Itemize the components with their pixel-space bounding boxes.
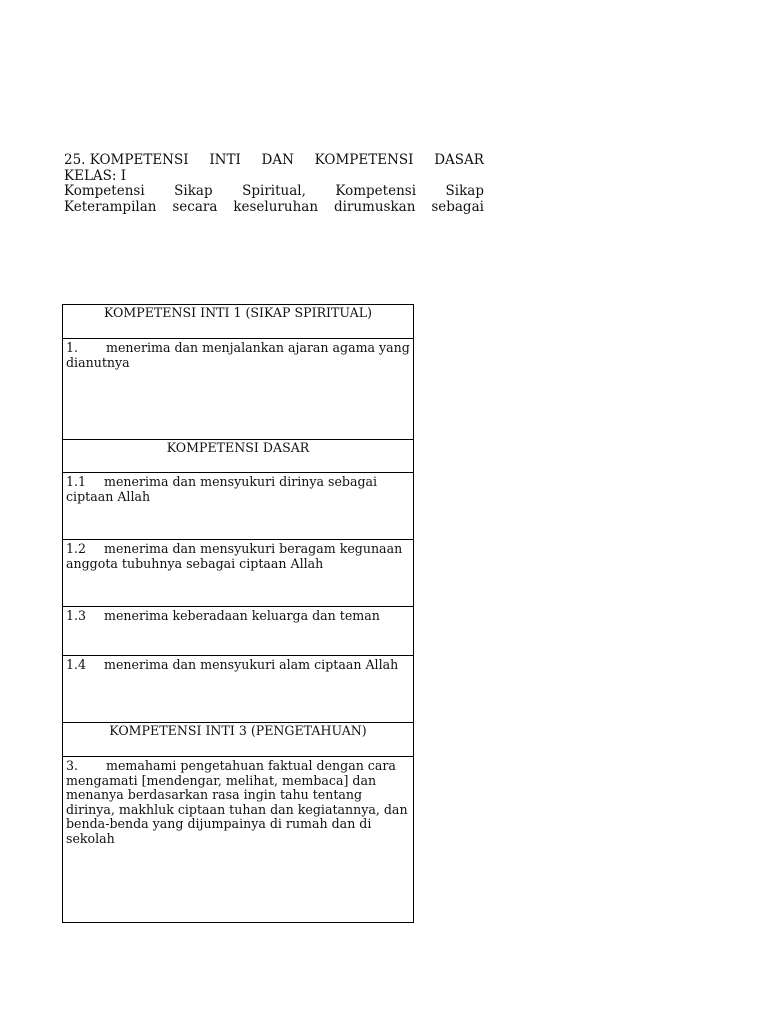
ki1-item xyxy=(63,338,413,439)
item-text: memahami pengetahuan faktual dengan cara mengamati [mendengar, melihat, membaca] dan menanya berdasarkan rasa ingin tahu tentang dirinya, makhluk ciptaan tuhan dan kegiatannya, dan benda-benda yang dijumpainya di rumah dan di sekolah xyxy=(66,758,408,846)
heading-word: DASAR xyxy=(434,152,484,168)
intro-word: Sikap xyxy=(174,183,213,199)
intro-line xyxy=(64,200,484,216)
item-text: menerima dan mensyukuri dirinya sebagai ciptaan Allah xyxy=(66,474,378,504)
document-heading xyxy=(64,153,484,169)
heading-word: DAN xyxy=(261,152,294,168)
intro-word: Sikap xyxy=(445,183,484,199)
intro-word: sebagai xyxy=(431,198,484,215)
kd-header: KOMPETENSI DASAR xyxy=(63,439,413,472)
kd-item xyxy=(63,539,413,606)
item-text: menerima dan mensyukuri beragam kegunaan anggota tubuhnya sebagai ciptaan Allah xyxy=(66,541,403,571)
intro-line xyxy=(64,184,484,200)
ki3-item xyxy=(63,756,413,922)
item-text: menerima dan mensyukuri alam ciptaan Allah xyxy=(104,657,399,672)
item-number: 1.3 xyxy=(66,608,87,623)
intro-text xyxy=(64,152,484,215)
item-number: 1.2 xyxy=(66,541,87,556)
kd-item xyxy=(63,606,413,655)
intro-word: keseluruhan xyxy=(233,198,319,215)
heading-word: KOMPETENSI xyxy=(314,152,414,168)
item-text: menerima keberadaan keluarga dan teman xyxy=(104,608,380,623)
competency-table xyxy=(62,304,414,923)
kd-item xyxy=(63,472,413,539)
intro-word: secara xyxy=(172,198,218,215)
item-text: menerima dan menjalankan ajaran agama yang dianutnya xyxy=(66,340,410,370)
item-number: 1.4 xyxy=(66,657,87,672)
item-number: 1.1 xyxy=(66,474,87,489)
intro-word: Spiritual, xyxy=(242,183,306,199)
heading-word: INTI xyxy=(209,152,241,168)
kd-item xyxy=(63,655,413,722)
intro-word: Kompetensi xyxy=(335,183,417,199)
intro-word: Kompetensi xyxy=(64,183,145,199)
item-number: 3. xyxy=(66,758,79,773)
ki1-header: KOMPETENSI INTI 1 (SIKAP SPIRITUAL) xyxy=(103,305,373,320)
intro-word: dirumuskan xyxy=(333,198,416,215)
heading-word: 25. KOMPETENSI xyxy=(64,152,189,168)
item-number: 1. xyxy=(66,340,79,355)
class-label: KELAS: I xyxy=(64,167,127,184)
intro-word: Keterampilan xyxy=(64,198,157,215)
ki3-header: KOMPETENSI INTI 3 (PENGETAHUAN) xyxy=(63,722,413,756)
